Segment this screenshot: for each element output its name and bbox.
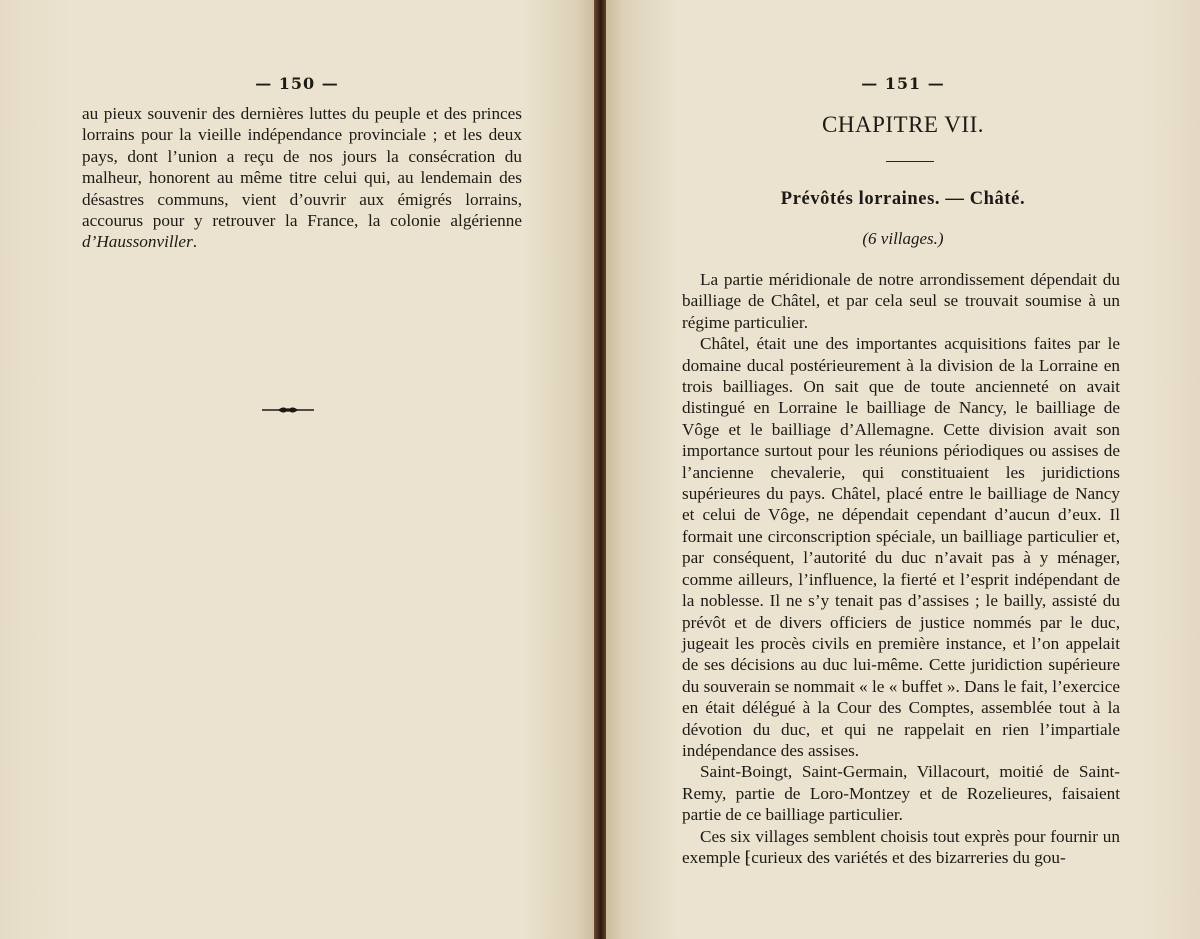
page-number-right: — 151 — (861, 74, 945, 93)
page-number-left: — 150 — (255, 74, 339, 93)
heading-rule (886, 161, 934, 162)
paragraph: La partie méridionale de notre arrondissement dépendait du bailliage de Châtel, et par cela seul se trouvait soumise à un régime particulier. (682, 270, 1120, 332)
left-paragraph (82, 103, 522, 253)
paragraph: Ces six villages semblent choisis tout exprès pour fournir un exemple ⁅curieux des variétés et des bizarreries du gou- (682, 826, 1120, 867)
paragraph: Châtel, était une des importantes acquisitions faites par le domaine ducal postérieurement à la division de la Lorraine en trois bailliages. On sait que de toute ancienneté on avait distingué en Lorraine le bailliage de Nancy, le bailliage de Vôge et le bailliage d’Allemagne. Cette division avait son importance surtout pour les réunions périodiques ou assises de l’ancienne chevalerie, qui constituaient les juridictions supérieures du pays. Châtel, placé entre le bailliage de Nancy et celui de Vôge, ne dépendait cependant d’aucun d’eux. Il formait une circonscription spéciale, un bailliage particulier et, par conséquent, l’autorité du duc n’avait pas à y ménager, comme ailleurs, l’influence, la fierté et l’esprit indépendant de la noblesse. Il ne s’y tenait pas d’assises ; le bailly, assisté du prévôt et de divers officiers de justice nommés par le duc, jugeait les procès civils en première instance, et l’on appelait de ses décisions au duc lui-même. Cette juridiction supérieure du souverain se nommait « le « buffet ». Dans le fait, l’exercice en était délégué à la Cour des Comptes, assemblée tout à la dévotion du duc, et qui ne rappelait en rien l’impartiale indépendance des assises. (682, 334, 1120, 760)
chapter-heading: CHAPITRE VII. (822, 112, 984, 137)
book-gutter (594, 0, 606, 939)
right-page-text (682, 269, 1120, 868)
left-paragraph-end: . (192, 232, 198, 252)
section-subtitle: (6 villages.) (862, 229, 944, 248)
right-page (606, 0, 1200, 939)
section-title: Prévôtés lorraines. — Châté. (780, 189, 1026, 209)
left-page (0, 0, 594, 939)
left-paragraph-italic: d’Haussonviller (82, 232, 193, 252)
ornament-flourish-icon (262, 404, 314, 416)
left-page-text (82, 103, 522, 253)
paragraph: Saint-Boingt, Saint-Germain, Villacourt, moitié de Saint-Remy, partie de Loro-Montzey et de Rozelieures, faisaient partie de ce bailliage particulier. (682, 762, 1120, 825)
left-paragraph-body: au pieux souvenir des dernières luttes du peuple et des princes lorrains pour la vieille indépendance provinciale ; et les deux pays, dont l’union a reçu de nos jours la consécration du malheur, honorent au même titre celui qui, au lendemain des désastres communs, vient d’ouvrir aux émigrés lorrains, accourus pour y retrouver la France, la colonie algérienne (82, 104, 522, 231)
